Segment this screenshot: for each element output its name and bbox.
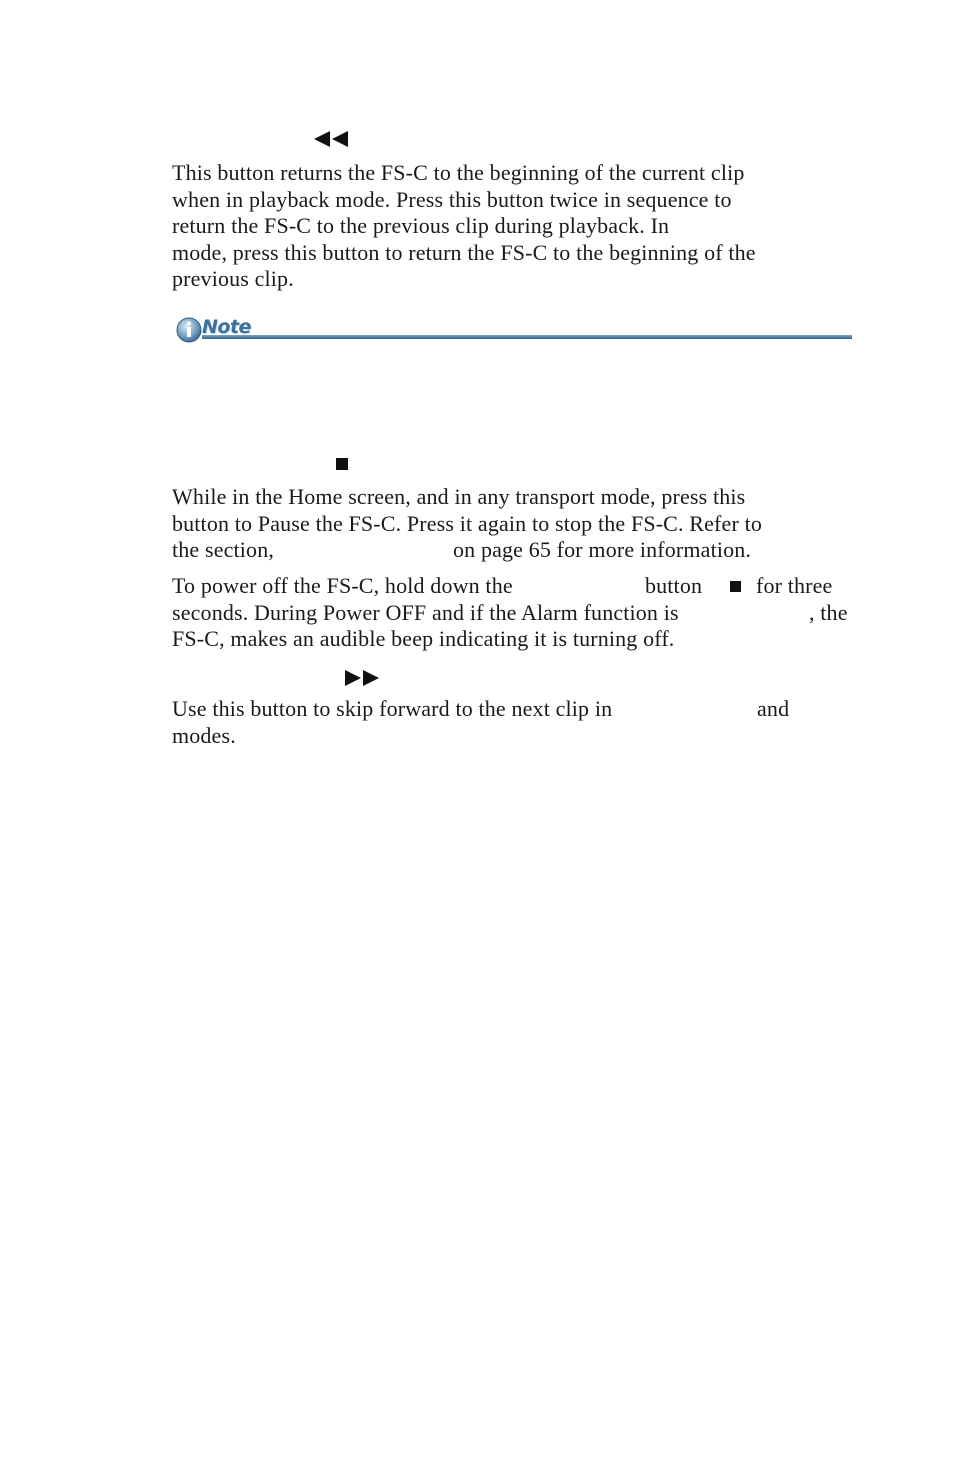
power-text-line-1c: for three xyxy=(756,573,833,598)
rewind-text-line-1: This button returns the FS-C to the beginning of the current clip xyxy=(172,160,745,185)
stop-icon-inline xyxy=(730,581,741,592)
stop-text-line-1: While in the Home screen, and in any transport mode, press this xyxy=(172,484,746,509)
rewind-text-line-4: mode, press this button to return the FS-C to the beginning of the xyxy=(172,240,756,265)
rewind-text-line-2: when in playback mode. Press this button twice in sequence to xyxy=(172,187,732,212)
stop-text-line-3a: the section, xyxy=(172,537,274,562)
forward-text-line-1b: and xyxy=(757,696,790,721)
rewind-text-line-3: return the FS-C to the previous clip during playback. In xyxy=(172,213,670,238)
power-text-line-1b: button xyxy=(645,573,703,598)
note-banner xyxy=(176,316,852,344)
power-text-line-1a: To power off the FS-C, hold down the xyxy=(172,573,513,598)
stop-text-line-2: button to Pause the FS-C. Press it again to stop the FS-C. Refer to xyxy=(172,511,762,536)
forward-text-line-1a: Use this button to skip forward to the next clip in xyxy=(172,696,613,721)
stop-icon xyxy=(336,458,348,470)
power-text-line-2a: seconds. During Power OFF and if the Alarm function is xyxy=(172,600,679,625)
rewind-text-line-5: previous clip. xyxy=(172,266,294,291)
rewind-icon xyxy=(313,130,349,148)
note-info-icon xyxy=(176,316,852,344)
power-text-line-3: FS-C, makes an audible beep indicating it is turning off. xyxy=(172,626,675,651)
power-text-line-2b: , the xyxy=(809,600,848,625)
note-label: Note xyxy=(202,316,251,338)
stop-text-line-3b: on page 65 for more information. xyxy=(453,537,752,562)
forward-text-line-2: modes. xyxy=(172,723,236,748)
fast-forward-icon xyxy=(344,669,380,687)
